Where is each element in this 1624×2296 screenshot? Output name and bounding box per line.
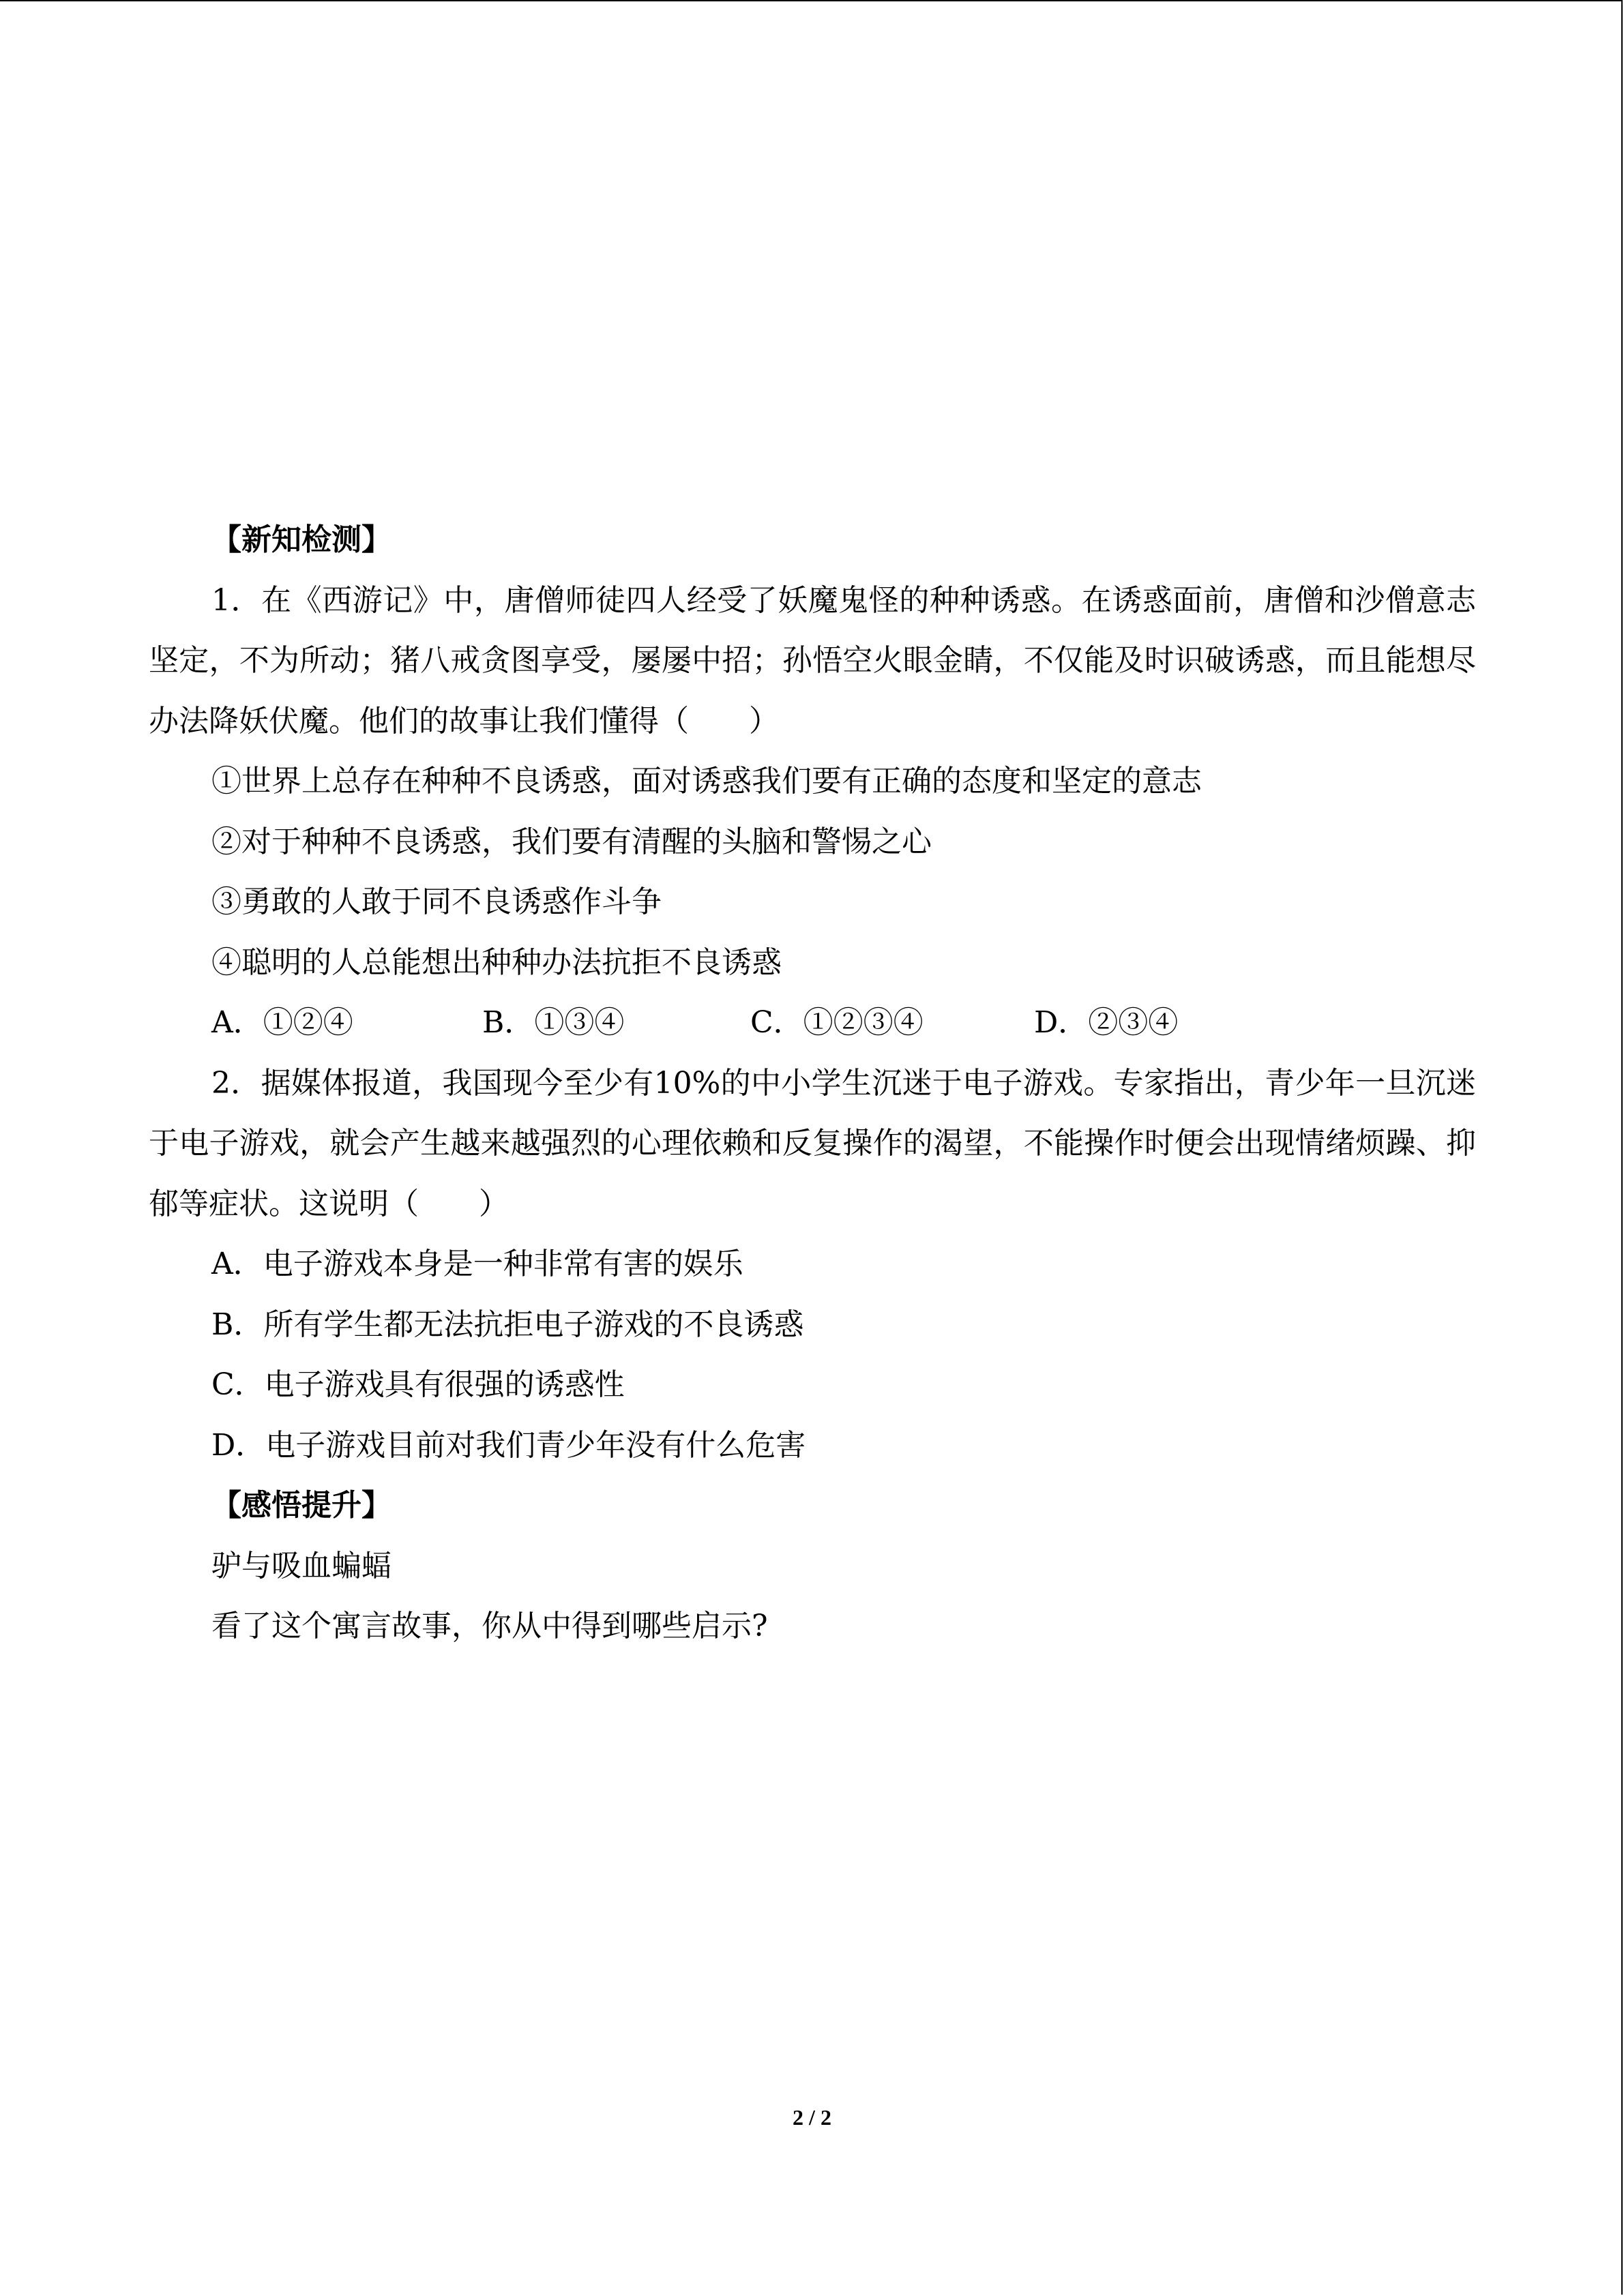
- question-1-option-d: D．②③④: [1034, 1005, 1179, 1040]
- reflection-question: 看了这个寓言故事，你从中得到哪些启示?: [211, 1609, 768, 1643]
- question-2-stem: 2．据媒体报道，我国现今至少有10%的中小学生沉迷于电子游戏。专家指出，青少年一旦沉迷于电子游戏，就会产生越来越强烈的心理依赖和反复操作的渴望，不能操作时便会出现情绪烦躁、抑郁等症状。这说明（ ）: [149, 1065, 1476, 1221]
- question-2-option-b: B．所有学生都无法抗拒电子游戏的不良诱惑: [211, 1307, 804, 1342]
- question-1-statement-2: ②对于种种不良诱惑，我们要有清醒的头脑和警惕之心: [211, 824, 932, 859]
- question-2-option-d: D．电子游戏目前对我们青少年没有什么危害: [211, 1427, 806, 1463]
- document-body: [149, 510, 1476, 1657]
- question-1-options: [149, 993, 1476, 1054]
- section-heading-reflection: 【感悟提升】: [211, 1488, 392, 1523]
- question-1-statement-4: ④聪明的人总能想出种种办法抗拒不良诱惑: [211, 944, 782, 980]
- question-1-statement-3: ③勇敢的人敢于同不良诱惑作斗争: [211, 884, 662, 919]
- page-number: 2 / 2: [793, 2105, 831, 2130]
- question-1-option-a: A．①②④: [211, 1005, 353, 1040]
- question-1-stem: 1．在《西游记》中，唐僧师徒四人经受了妖魔鬼怪的种种诱惑。在诱惑面前，唐僧和沙僧意志坚定，不为所动；猪八戒贪图享受，屡屡中招；孙悟空火眼金睛，不仅能及时识破诱惑，而且能想尽办法降妖伏魔。他们的故事让我们懂得（ ）: [149, 582, 1476, 739]
- question-2-option-c: C．电子游戏具有很强的诱惑性: [211, 1367, 625, 1402]
- story-title: 驴与吸血蝙蝠: [211, 1548, 392, 1583]
- question-2-option-a: A．电子游戏本身是一种非常有害的娱乐: [211, 1247, 743, 1281]
- question-1-option-c: C．①②③④: [750, 1005, 924, 1040]
- question-1-option-b: B．①③④: [482, 1005, 625, 1040]
- section-heading-new-knowledge: 【新知检测】: [211, 522, 392, 557]
- question-1-statement-1: ①世界上总存在种种不良诱惑，面对诱惑我们要有正确的态度和坚定的意志: [211, 764, 1202, 799]
